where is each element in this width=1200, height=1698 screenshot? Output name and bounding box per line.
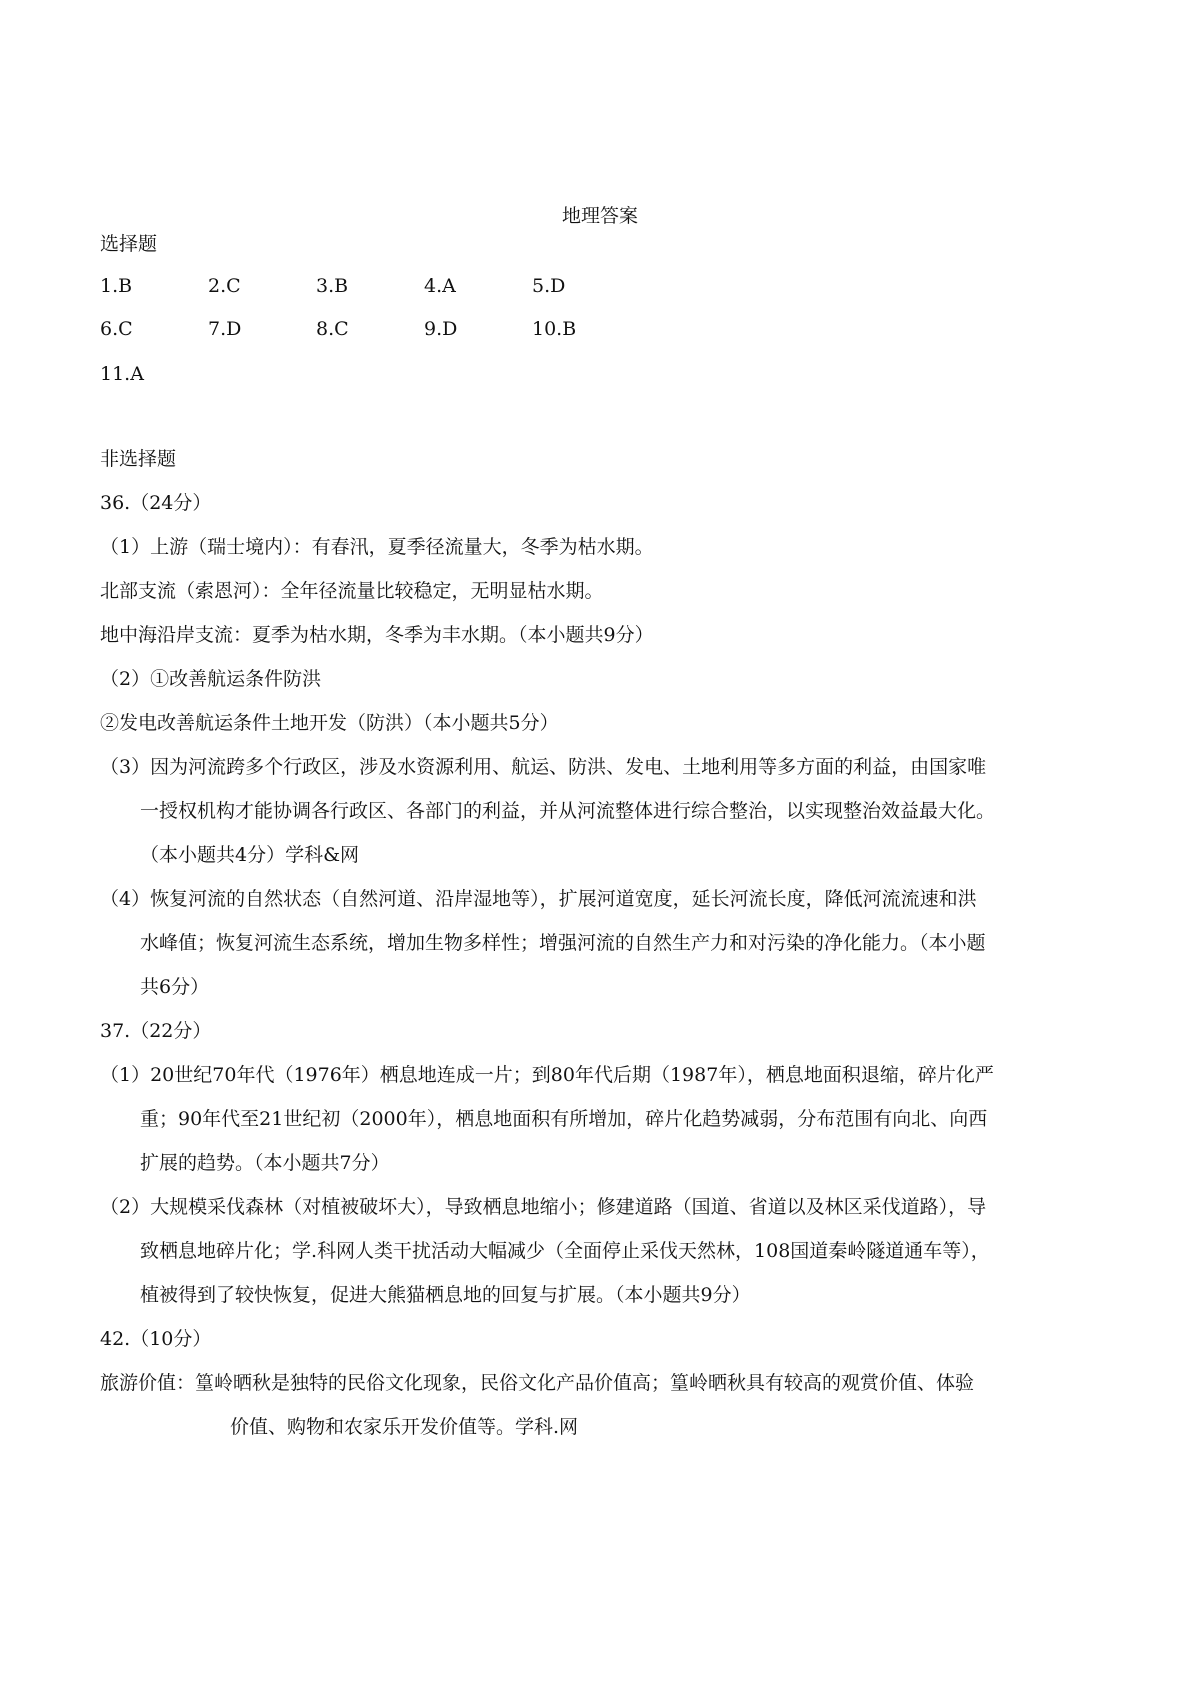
page-title: 地理答案: [561, 205, 638, 227]
mc-answer: 6.C: [100, 318, 133, 340]
mc-answer: 8.C: [316, 318, 349, 340]
q36-part3-line2: 一授权机构才能协调各行政区、各部门的利益，并从河流整体进行综合整治，以实现整治效益最大化。: [140, 800, 996, 822]
q37-part1-line2: 重；90年代至21世纪初（2000年），栖息地面积有所增加，碎片化趋势减弱，分布范围有向北、向西: [140, 1108, 988, 1130]
question-36-header: 36.（24分）: [100, 492, 212, 514]
q36-part4-line1: （4）恢复河流的自然状态（自然河道、沿岸湿地等），扩展河道宽度，延长河流长度，降低河流流速和洪: [100, 888, 977, 910]
mc-answer: 4.A: [424, 275, 456, 297]
multiple-choice-heading: 选择题: [100, 233, 158, 255]
mc-answer: 9.D: [424, 318, 458, 340]
q37-part2-line1: （2）大规模采伐森林（对植被破坏大），导致栖息地缩小；修建道路（国道、省道以及林区采伐道路），导: [100, 1196, 987, 1218]
q37-part2-line3: 植被得到了较快恢复，促进大熊猫栖息地的回复与扩展。（本小题共9分）: [140, 1284, 751, 1306]
q36-part1-b: 北部支流（索恩河）：全年径流量比较稳定，无明显枯水期。: [100, 580, 604, 602]
mc-answer: 5.D: [532, 275, 566, 297]
mc-answer: 7.D: [208, 318, 242, 340]
mc-answer: 11.A: [100, 363, 144, 385]
q36-part4-line2: 水峰值；恢复河流生态系统，增加生物多样性；增强河流的自然生产力和对污染的净化能力。（本小题: [140, 932, 986, 954]
mc-answer: 1.B: [100, 275, 133, 297]
q36-part4-line3: 共6分）: [140, 976, 210, 998]
q36-part3-line1: （3）因为河流跨多个行政区，涉及水资源利用、航运、防洪、发电、土地利用等多方面的利益，由国家唯: [100, 756, 987, 778]
q37-part1-line1: （1）20世纪70年代（1976年）栖息地连成一片；到80年代后期（1987年），栖息地面积退缩，碎片化严: [100, 1064, 994, 1086]
q36-part1-c: 地中海沿岸支流：夏季为枯水期，冬季为丰水期。（本小题共9分）: [100, 624, 654, 646]
q36-part2-b: ②发电改善航运条件土地开发（防洪）（本小题共5分）: [100, 712, 559, 734]
q42-line1: 旅游价值：篁岭晒秋是独特的民俗文化现象，民俗文化产品价值高；篁岭晒秋具有较高的观赏价值、体验: [100, 1372, 975, 1394]
q37-part1-line3: 扩展的趋势。（本小题共7分）: [140, 1152, 390, 1174]
question-42-header: 42.（10分）: [100, 1328, 212, 1350]
q36-part3-line3: （本小题共4分）学科&网: [140, 844, 360, 866]
mc-answer: 3.B: [316, 275, 349, 297]
question-37-header: 37.（22分）: [100, 1020, 212, 1042]
q36-part1: （1）上游（瑞士境内）：有春汛，夏季径流量大，冬季为枯水期。: [100, 536, 654, 558]
q36-part2: （2）①改善航运条件防洪: [100, 668, 322, 690]
q37-part2-line2: 致栖息地碎片化；学.科网人类干扰活动大幅减少（全面停止采伐天然林，108国道秦岭隧道通车等），: [140, 1240, 990, 1262]
q42-line2: 价值、购物和农家乐开发价值等。学科.网: [230, 1416, 579, 1438]
non-multiple-choice-heading: 非选择题: [100, 448, 177, 470]
mc-answer: 10.B: [532, 318, 577, 340]
mc-answer: 2.C: [208, 275, 241, 297]
